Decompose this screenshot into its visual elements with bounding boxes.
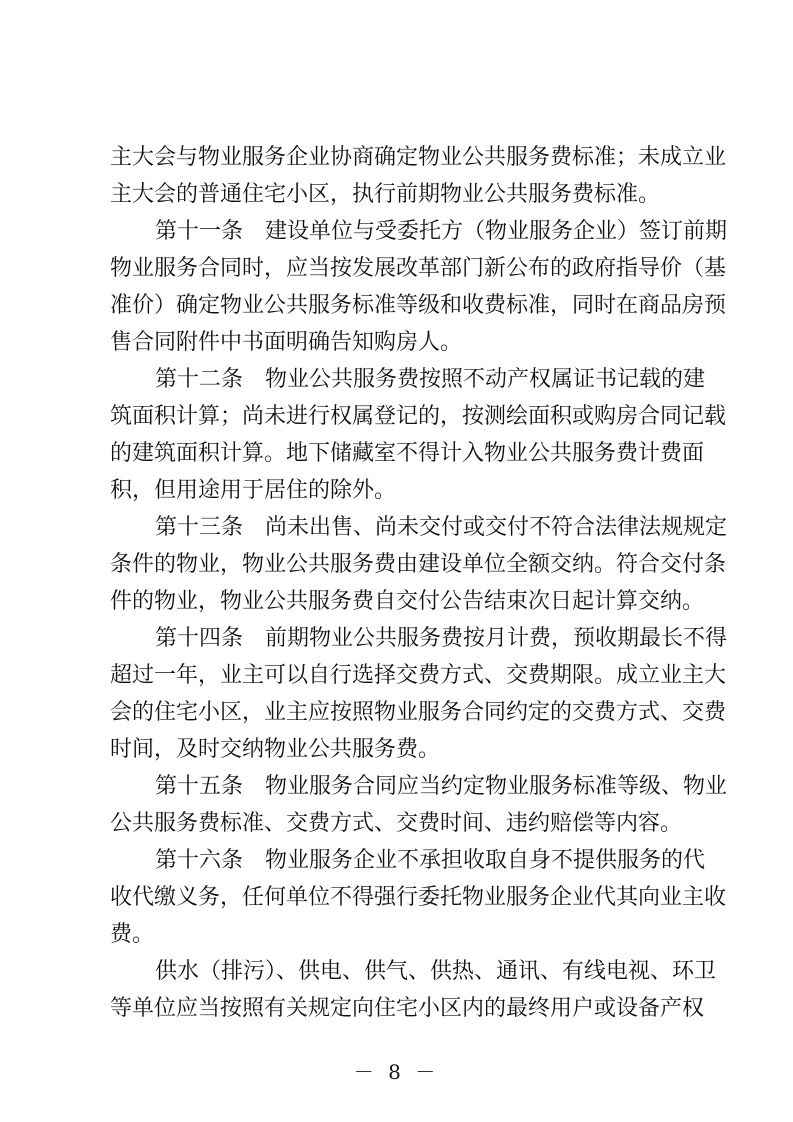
article-11-heading-line: 第十一条 建设单位与受委托方（物业服务企业）签订前期: [155, 219, 728, 244]
text-line: 会的住宅小区，业主应按照物业服务合同约定的交费方式、交费: [110, 700, 727, 725]
text-line: 条件的物业，物业公共服务费由建设单位全额交纳。符合交付条: [110, 552, 727, 577]
text-line: 筑面积计算；尚未进行权属登记的，按测绘面积或购房合同记载: [110, 404, 727, 429]
text-line: 等单位应当按照有关规定向住宅小区内的最终用户或设备产权: [110, 996, 705, 1021]
text-line: 公共服务费标准、交费方式、交费时间、违约赔偿等内容。: [110, 811, 683, 836]
page-number: － 8 －: [353, 1060, 440, 1084]
text-line: 的建筑面积计算。地下储藏室不得计入物业公共服务费计费面: [110, 441, 705, 466]
text-line: 物业服务合同时，应当按发展改革部门新公布的政府指导价（基: [110, 256, 727, 281]
article-12-heading-line: 第十二条 物业公共服务费按照不动产权属证书记载的建: [155, 367, 706, 392]
text-line: 超过一年，业主可以自行选择交费方式、交费期限。成立业主大: [110, 663, 727, 688]
text-line: 主大会的普通住宅小区，执行前期物业公共服务费标准。: [110, 182, 661, 207]
text-line: 时间，及时交纳物业公共服务费。: [110, 737, 441, 762]
article-16-heading-line: 第十六条 物业服务企业不承担收取自身不提供服务的代: [155, 848, 706, 873]
text-line: 费。: [110, 922, 155, 947]
text-line: 售合同附件中书面明确告知购房人。: [110, 330, 463, 355]
article-15-heading-line: 第十五条 物业服务合同应当约定物业服务标准等级、物业: [155, 774, 728, 799]
text-line: 准价）确定物业公共服务标准等级和收费标准，同时在商品房预: [110, 293, 727, 318]
article-13-heading-line: 第十三条 尚未出售、尚未交付或交付不符合法律法规规定: [155, 515, 728, 540]
text-line: 积，但用途用于居住的除外。: [110, 478, 397, 503]
text-line: 收代缴义务，任何单位不得强行委托物业服务企业代其向业主收: [110, 885, 727, 910]
text-line: 件的物业，物业公共服务费自交付公告结束次日起计算交纳。: [110, 589, 705, 614]
article-14-heading-line: 第十四条 前期物业公共服务费按月计费，预收期最长不得: [155, 626, 728, 651]
paragraph-start-line: 供水（排污）、供电、供气、供热、通讯、有线电视、环卫: [155, 959, 717, 984]
text-line: 主大会与物业服务企业协商确定物业公共服务费标准；未成立业: [110, 145, 727, 170]
